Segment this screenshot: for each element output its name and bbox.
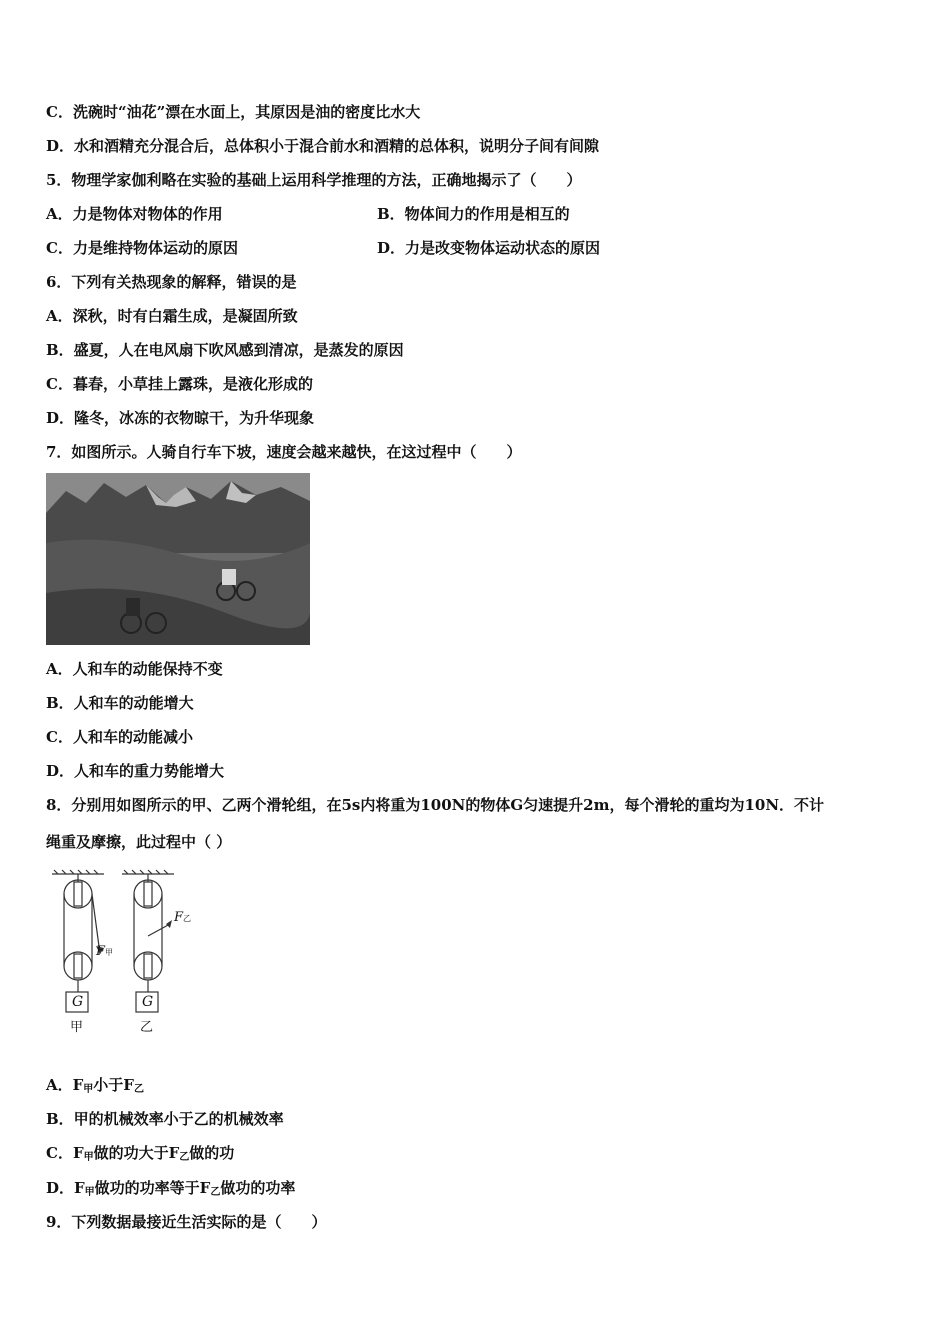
option-c-oil: C．洗碗时“油花”漂在水面上，其原因是油的密度比水大 — [46, 103, 421, 121]
label-f-jia — [96, 944, 113, 959]
q8a-sub-yi: 乙 — [133, 1084, 144, 1095]
q8-option-a — [46, 1075, 144, 1100]
question-5: 5．物理学家伽利略在实验的基础上运用科学推理的方法，正确地揭示了（ ） — [46, 171, 582, 189]
q7-option-b: B．人和车的动能增大 — [46, 694, 194, 712]
label-g-left: G — [72, 994, 84, 1010]
label-f-yi-letter: F — [174, 910, 184, 925]
q5-option-b: B．物体间力的作用是相互的 — [377, 205, 570, 223]
q8d-sub-jia: 甲 — [84, 1187, 95, 1198]
question-8-line1: 8．分别用如图所示的甲、乙两个滑轮组，在5s内将重为100N的物体G匀速提升2m，每个滑轮的重均为10N．不计 — [46, 796, 825, 814]
q5-option-d: D．力是改变物体运动状态的原因 — [377, 239, 601, 257]
q8d-part1: D．F — [46, 1179, 85, 1197]
q5-option-a: A．力是物体对物体的作用 — [46, 205, 223, 223]
q8c-part2: 做的功大于F — [93, 1144, 180, 1162]
q8d-part3: 做功的功率 — [220, 1179, 296, 1197]
question-7: 7．如图所示。人骑自行车下坡，速度会越来越快，在这过程中（ ） — [46, 443, 522, 461]
q8d-sub-yi: 乙 — [210, 1187, 221, 1198]
q8a-sub-jia: 甲 — [83, 1084, 94, 1095]
q6-option-c: C．暮春，小草挂上露珠，是液化形成的 — [46, 375, 313, 393]
q8c-part3: 做的功 — [189, 1144, 235, 1162]
q8a-part1: A．F — [46, 1076, 84, 1094]
pulley-systems-figure — [44, 866, 214, 1036]
question-9: 9．下列数据最接近生活实际的是（ ） — [46, 1213, 327, 1231]
q5-option-c: C．力是维持物体运动的原因 — [46, 239, 238, 257]
question-6: 6．下列有关热现象的解释，错误的是 — [46, 273, 297, 291]
q8-option-c — [46, 1143, 234, 1168]
q8-option-d — [46, 1178, 295, 1203]
pulley-diagram — [44, 866, 214, 1036]
q7-option-d: D．人和车的重力势能增大 — [46, 762, 225, 780]
q6-option-a: A．深秋，时有白霜生成，是凝固所致 — [46, 307, 298, 325]
caption-jia: 甲 — [70, 1020, 84, 1035]
label-f-yi — [174, 910, 191, 925]
q8c-sub-yi: 乙 — [179, 1152, 190, 1163]
q6-option-d: D．隆冬，冰冻的衣物晾干，为升华现象 — [46, 409, 315, 427]
q8c-sub-jia: 甲 — [83, 1152, 94, 1163]
q7-option-c: C．人和车的动能减小 — [46, 728, 193, 746]
label-g-right: G — [142, 994, 154, 1010]
q8a-part2: 小于F — [93, 1076, 134, 1094]
q6-option-b: B．盛夏，人在电风扇下吹风感到清凉，是蒸发的原因 — [46, 341, 404, 359]
mountain-scene-image — [46, 473, 310, 645]
option-d-molecule: D．水和酒精充分混合后，总体积小于混合前水和酒精的总体积，说明分子间有间隙 — [46, 137, 600, 155]
label-f-jia-sub: 甲 — [105, 948, 114, 957]
caption-yi: 乙 — [140, 1020, 154, 1035]
label-f-yi-sub: 乙 — [183, 914, 192, 923]
q8c-part1: C．F — [46, 1144, 84, 1162]
q7-option-a: A．人和车的动能保持不变 — [46, 660, 223, 678]
q8d-part2: 做功的功率等于F — [94, 1179, 211, 1197]
q8-option-b: B．甲的机械效率小于乙的机械效率 — [46, 1110, 284, 1128]
label-f-jia-letter: F — [96, 944, 106, 959]
cyclist-photo — [46, 473, 310, 645]
question-8-line2: 绳重及摩擦，此过程中（ ） — [46, 833, 232, 851]
